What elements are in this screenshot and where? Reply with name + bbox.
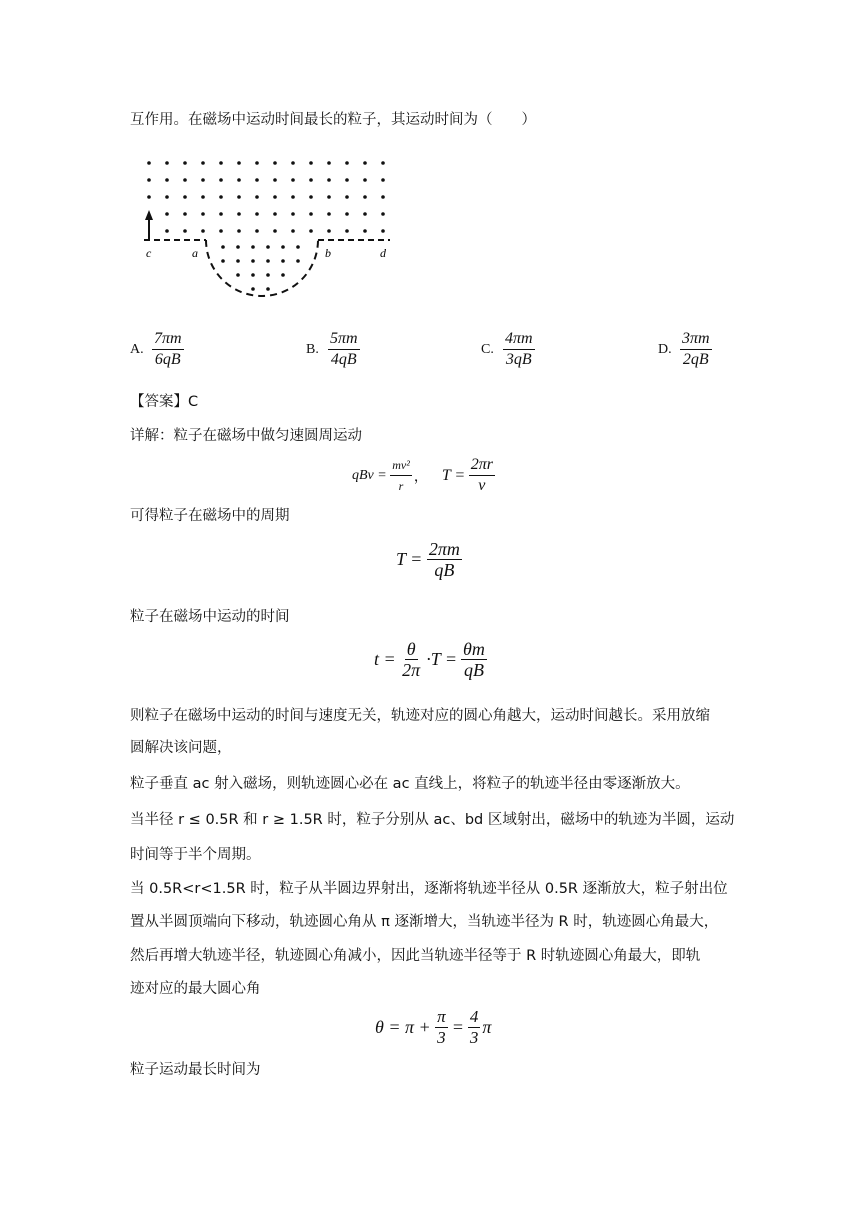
field-dot [236,273,240,277]
eq3-frac1 [400,640,422,679]
eq1-lhs: qBv = [352,467,387,483]
option-c-label: C. [481,342,494,357]
field-dot [291,178,295,182]
paragraph-3b: 时间等于半个周期。 [130,847,261,863]
field-dot [255,178,259,182]
paragraph-4: 当 0.5R<r<1.5R 时，粒子从半圆边界射出，逐渐将轨迹半径从 0.5R 逐渐放大，粒子射出位 [130,881,728,897]
field-dot [266,259,270,263]
field-dots [147,161,385,291]
field-dot [201,195,205,199]
answer-line: 【答案】C [130,394,199,410]
eq3-lhs: t = [374,649,396,669]
equation-period [396,540,462,579]
field-dot [266,273,270,277]
field-dot [345,212,349,216]
field-dot [296,259,300,263]
field-dot [291,161,295,165]
time-intro: 粒子在磁场中运动的时间 [130,609,290,625]
eq1-f2-den: v [478,477,486,494]
field-dot [183,195,187,199]
field-dot [381,229,385,233]
field-dot [147,161,151,165]
field-dot [327,229,331,233]
option-b-den: 4qB [330,351,357,368]
eq1-frac2 [469,456,495,495]
field-dot [281,245,285,249]
eq1-sep: ， [413,469,428,485]
field-dot [183,178,187,182]
field-dot [201,161,205,165]
field-dot [219,161,223,165]
field-dot [363,161,367,165]
paragraph-1b: 圆解决该问题， [130,740,232,756]
field-dot [345,161,349,165]
field-dot [381,178,385,182]
field-dot [236,259,240,263]
equation-angle [375,1008,491,1047]
field-dot [221,259,225,263]
field-dot [281,259,285,263]
field-dot [291,229,295,233]
field-dot [165,161,169,165]
field-dot [255,212,259,216]
field-dot [273,161,277,165]
field-dot [237,161,241,165]
option-a-fraction [152,330,184,369]
option-a-den: 6qB [154,351,181,368]
eq4-tail: π [482,1017,492,1037]
field-dot [165,195,169,199]
eq3-frac2 [461,640,487,679]
eq3-f1-num: θ [406,639,416,659]
field-dot [201,178,205,182]
eq4-frac2 [468,1008,481,1047]
eq4-f1-den: 3 [437,1028,446,1047]
field-dot [273,178,277,182]
eq1-f1-num: mv² [390,456,412,476]
option-d-fraction [680,330,712,369]
question-text: 互作用。在磁场中运动时间最长的粒子，其运动时间为（ ） [130,112,536,128]
field-dot [165,178,169,182]
field-dot [309,161,313,165]
eq1-t: T = [441,466,466,484]
option-c-num: 4πm [503,330,535,350]
field-dot [237,212,241,216]
option-d-label: D. [658,342,672,357]
field-dot [165,212,169,216]
field-dot [363,195,367,199]
eq2-num: 2πm [428,539,460,559]
field-dot [221,245,225,249]
option-b-num: 5πm [328,330,360,350]
eq1-f2-num: 2πr [469,456,495,476]
period-intro: 可得粒子在磁场中的周期 [130,508,290,524]
field-dot [273,195,277,199]
paragraph-4c: 然后再增大轨迹半径，轨迹圆心角减小，因此当轨迹半径等于 R 时轨迹圆心角最大，即轨 [130,948,701,964]
field-dot [327,178,331,182]
field-dot [147,178,151,182]
field-dot [251,245,255,249]
paragraph-3: 当半径 r ≤ 0.5R 和 r ≥ 1.5R 时，粒子分别从 ac、bd 区域射出，磁场中的轨迹为半圆，运动 [130,812,735,828]
field-dot [201,229,205,233]
option-b-fraction [328,330,360,369]
paragraph-4d: 迹对应的最大圆心角 [130,981,261,997]
field-dot [363,212,367,216]
eq4-lhs: θ = π + [375,1017,431,1037]
field-dot [165,229,169,233]
field-dot [255,195,259,199]
eq1-frac1 [390,456,412,495]
field-dot [296,245,300,249]
field-dot [363,229,367,233]
label-d: d [380,246,386,260]
eq2-frac [427,540,462,579]
field-dot [345,195,349,199]
velocity-arrow-head [145,210,153,220]
field-dot [381,212,385,216]
field-dot [291,212,295,216]
field-dot [219,195,223,199]
field-dot [266,287,270,291]
field-dot [309,195,313,199]
field-dot [345,178,349,182]
field-dot [309,229,313,233]
label-b: b [325,246,331,260]
label-c: c [146,246,152,260]
field-dot [251,273,255,277]
field-dot [147,195,151,199]
field-dot [309,212,313,216]
field-dot [201,212,205,216]
eq2-lhs: T = [396,549,423,569]
option-d-den: 2qB [682,351,709,368]
eq4-mid: = [451,1017,464,1037]
field-dot [255,229,259,233]
eq3-f2-num: θm [463,639,485,659]
eq4-frac1 [435,1008,448,1047]
option-c-den: 3qB [505,351,532,368]
eq3-mid: ·T = [426,649,458,669]
label-a: a [192,246,198,260]
field-dot [363,178,367,182]
field-dot [219,229,223,233]
option-a-label: A. [130,342,144,357]
field-dot [266,245,270,249]
field-dot [237,229,241,233]
final-line: 粒子运动最长时间为 [130,1062,261,1078]
field-dot [251,259,255,263]
magnetic-field-figure [138,150,398,310]
field-dot [327,212,331,216]
field-dot [255,161,259,165]
equation-time [374,640,487,679]
field-dot [281,273,285,277]
eq4-f1-num: π [437,1007,446,1026]
eq3-f1-den: 2π [402,660,421,680]
eq1-f1-den: r [398,479,404,493]
option-b-label: B. [306,342,319,357]
field-dot [309,178,313,182]
field-dot [273,212,277,216]
paragraph-2: 粒子垂直 ac 射入磁场，则轨迹圆心必在 ac 直线上，将粒子的轨迹半径由零逐渐放大。 [130,776,690,792]
field-dot [183,212,187,216]
option-d-num: 3πm [680,330,712,350]
option-c-fraction [503,330,535,369]
field-dot [219,212,223,216]
field-dot [251,287,255,291]
explanation-heading: 详解：粒子在磁场中做匀速圆周运动 [130,428,362,444]
paragraph-1: 则粒子在磁场中运动的时间与速度无关，轨迹对应的圆心角越大，运动时间越长。采用放缩 [130,708,710,724]
field-dot [237,195,241,199]
field-dot [381,161,385,165]
field-dot [183,229,187,233]
eq4-f2-den: 3 [469,1028,479,1047]
eq2-den: qB [434,560,455,580]
field-dot [237,178,241,182]
field-dot [291,195,295,199]
field-dot [345,229,349,233]
field-dot [219,178,223,182]
field-dot [273,229,277,233]
field-dot [236,245,240,249]
field-dot [183,161,187,165]
option-a-num: 7πm [152,330,184,350]
eq4-f2-num: 4 [469,1007,479,1026]
field-dot [327,195,331,199]
eq3-f2-den: qB [463,660,484,680]
field-dot [327,161,331,165]
paragraph-4b: 置从半圆顶端向下移动，轨迹圆心角从 π 逐渐增大，当轨迹半径为 R 时，轨迹圆心角最大， [130,914,719,930]
equation-force [352,456,495,495]
field-dot [381,195,385,199]
